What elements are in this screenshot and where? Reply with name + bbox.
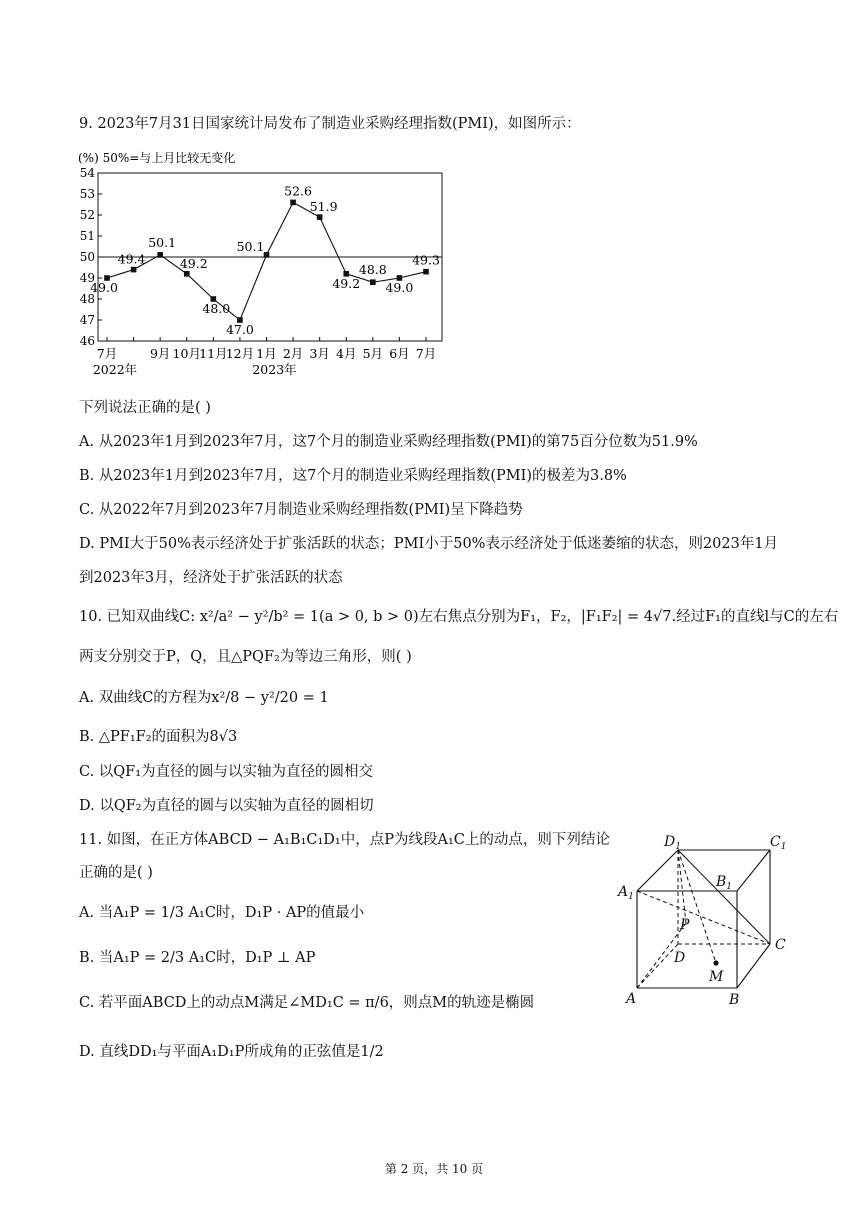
data-label: 50.1 [148,234,177,250]
q9-option-a: A. 从2023年1月到2023年7月，这7个月的制造业采购经理指数(PMI)的第75百分位数为51.9% [79,434,698,450]
y-tick-label: 46 [79,334,95,348]
label-d: D [674,950,686,966]
segment-d1-p [678,850,686,923]
q9-stem: 9. 2023年7月31日国家统计局发布了制造业采购经理指数(PMI)，如图所示： [79,116,581,132]
data-label: 50.1 [236,238,265,254]
y-tick-label: 51 [79,229,95,243]
y-tick-label: 50 [79,250,95,264]
q10-option-b: B. △PF₁F₂的面积为8√3 [79,729,238,745]
q10-option-d: D. 以QF₂为直径的圆与以实轴为直径的圆相切 [79,798,374,814]
data-label: 49.4 [117,251,146,267]
q9-option-d-line1: D. PMI大于50%表示经济处于扩张活跃的状态；PMI小于50%表示经济处于低迷萎缩的状态，则2023年1月 [79,536,779,552]
diagonal-a1-c [637,891,770,944]
segment-d1-c [678,850,770,944]
q10-option-c: C. 以QF₁为直径的圆与以实轴为直径的圆相交 [79,764,374,780]
q9-option-b: B. 从2023年1月到2023年7月，这7个月的制造业采购经理指数(PMI)的极差为3.8% [79,468,627,484]
x-tick-label: 11月 [199,346,228,361]
data-point [290,200,296,206]
data-label: 49.0 [385,280,414,295]
x-tick-label: 5月 [362,346,384,361]
data-label: 49.2 [179,255,208,271]
x-tick-label: 2月 [282,346,304,361]
q11-option-d: D. 直线DD₁与平面A₁D₁P所成角的正弦值是1/2 [79,1044,384,1060]
y-tick-label: 49 [79,271,95,285]
edge-a-d [637,944,678,988]
x-tick-label: 3月 [309,346,330,361]
data-point [131,267,137,273]
point-m [713,960,718,965]
year-label: 2022年 [92,362,138,377]
pmi-line-chart [76,146,456,386]
q10-option-a: A. 双曲线C的方程为x²/8 − y²/20 = 1 [79,690,329,706]
label-c1: $C_1$ [770,834,787,852]
q11-stem-line2: 正确的是( ) [79,865,153,881]
data-label: 49.3 [412,252,440,268]
data-label: 48.8 [358,262,387,278]
data-point [264,252,270,258]
q11-stem-line1: 11. 如图，在正方体ABCD − A₁B₁C₁D₁中，点P为线段A₁C上的动点，则下列结论 [79,832,610,848]
x-tick-label: 7月 [96,346,118,361]
x-tick-label: 9月 [149,346,171,361]
label-m: M [709,969,724,985]
edge-b-c [737,944,770,988]
edge-b1-c1 [737,850,770,891]
label-c: C [775,937,786,953]
y-tick-label: 47 [79,313,95,327]
data-label: 48.0 [202,301,231,316]
x-tick-label: 4月 [336,346,357,361]
x-tick-label: 6月 [389,346,410,361]
chart-title: (%) 50%=与上月比较无变化 [78,151,236,165]
y-tick-label: 54 [79,166,95,180]
label-a: A [626,991,637,1007]
data-point [423,269,429,275]
data-label: 51.9 [309,199,338,215]
data-label: 49.0 [90,280,118,295]
label-b1: $B_1$ [716,874,733,892]
pmi-series-line [107,202,426,320]
q11-option-b: B. 当A₁P = 2/3 A₁C时，D₁P ⊥ AP [79,950,316,966]
data-point [157,252,163,258]
year-label: 2023年 [252,362,297,377]
x-tick-label: 12月 [225,346,255,361]
q9-option-c: C. 从2022年7月到2023年7月制造业采购经理指数(PMI)呈下降趋势 [79,502,523,518]
x-tick-label: 10月 [172,346,201,361]
q11-option-c: C. 若平面ABCD上的动点M满足∠MD₁C = π/6，则点M的轨迹是椭圆 [79,995,535,1011]
edge-a1-d1 [637,850,678,891]
data-point [370,279,376,285]
label-p: P [680,917,690,933]
label-a1: $A_1$ [618,884,634,902]
x-tick-label: 1月 [256,346,277,361]
label-b: B [729,992,740,1008]
x-tick-label: 7月 [415,346,437,361]
q10-stem-line2: 两支分别交于P，Q，且△PQF₂为等边三角形，则( ) [79,649,412,665]
q9-option-d-line2: 到2023年3月，经济处于扩张活跃的状态 [79,570,343,586]
cube-figure [612,826,802,1016]
data-label: 47.0 [225,322,254,337]
data-label: 49.2 [332,275,361,291]
y-tick-label: 52 [79,208,95,222]
data-point [317,214,323,220]
q11-option-a: A. 当A₁P = 1/3 A₁C时，D₁P · AP的值最小 [79,905,365,921]
q10-stem-line1: 10. 已知双曲线C: x²/a² − y²/b² = 1(a > 0, b > 0)左右焦点分别为F₁，F₂，|F₁F₂| = 4√7.经过F₁的直线l与C的左右 [79,609,839,625]
y-tick-label: 48 [79,292,95,306]
label-d1: $D_1$ [664,834,681,852]
data-point [184,271,190,277]
q9-prompt: 下列说法正确的是( ) [79,400,211,416]
y-tick-label: 53 [79,187,95,201]
data-label: 52.6 [284,183,313,199]
page-footer: 第 2 页，共 10 页 [384,1162,484,1176]
